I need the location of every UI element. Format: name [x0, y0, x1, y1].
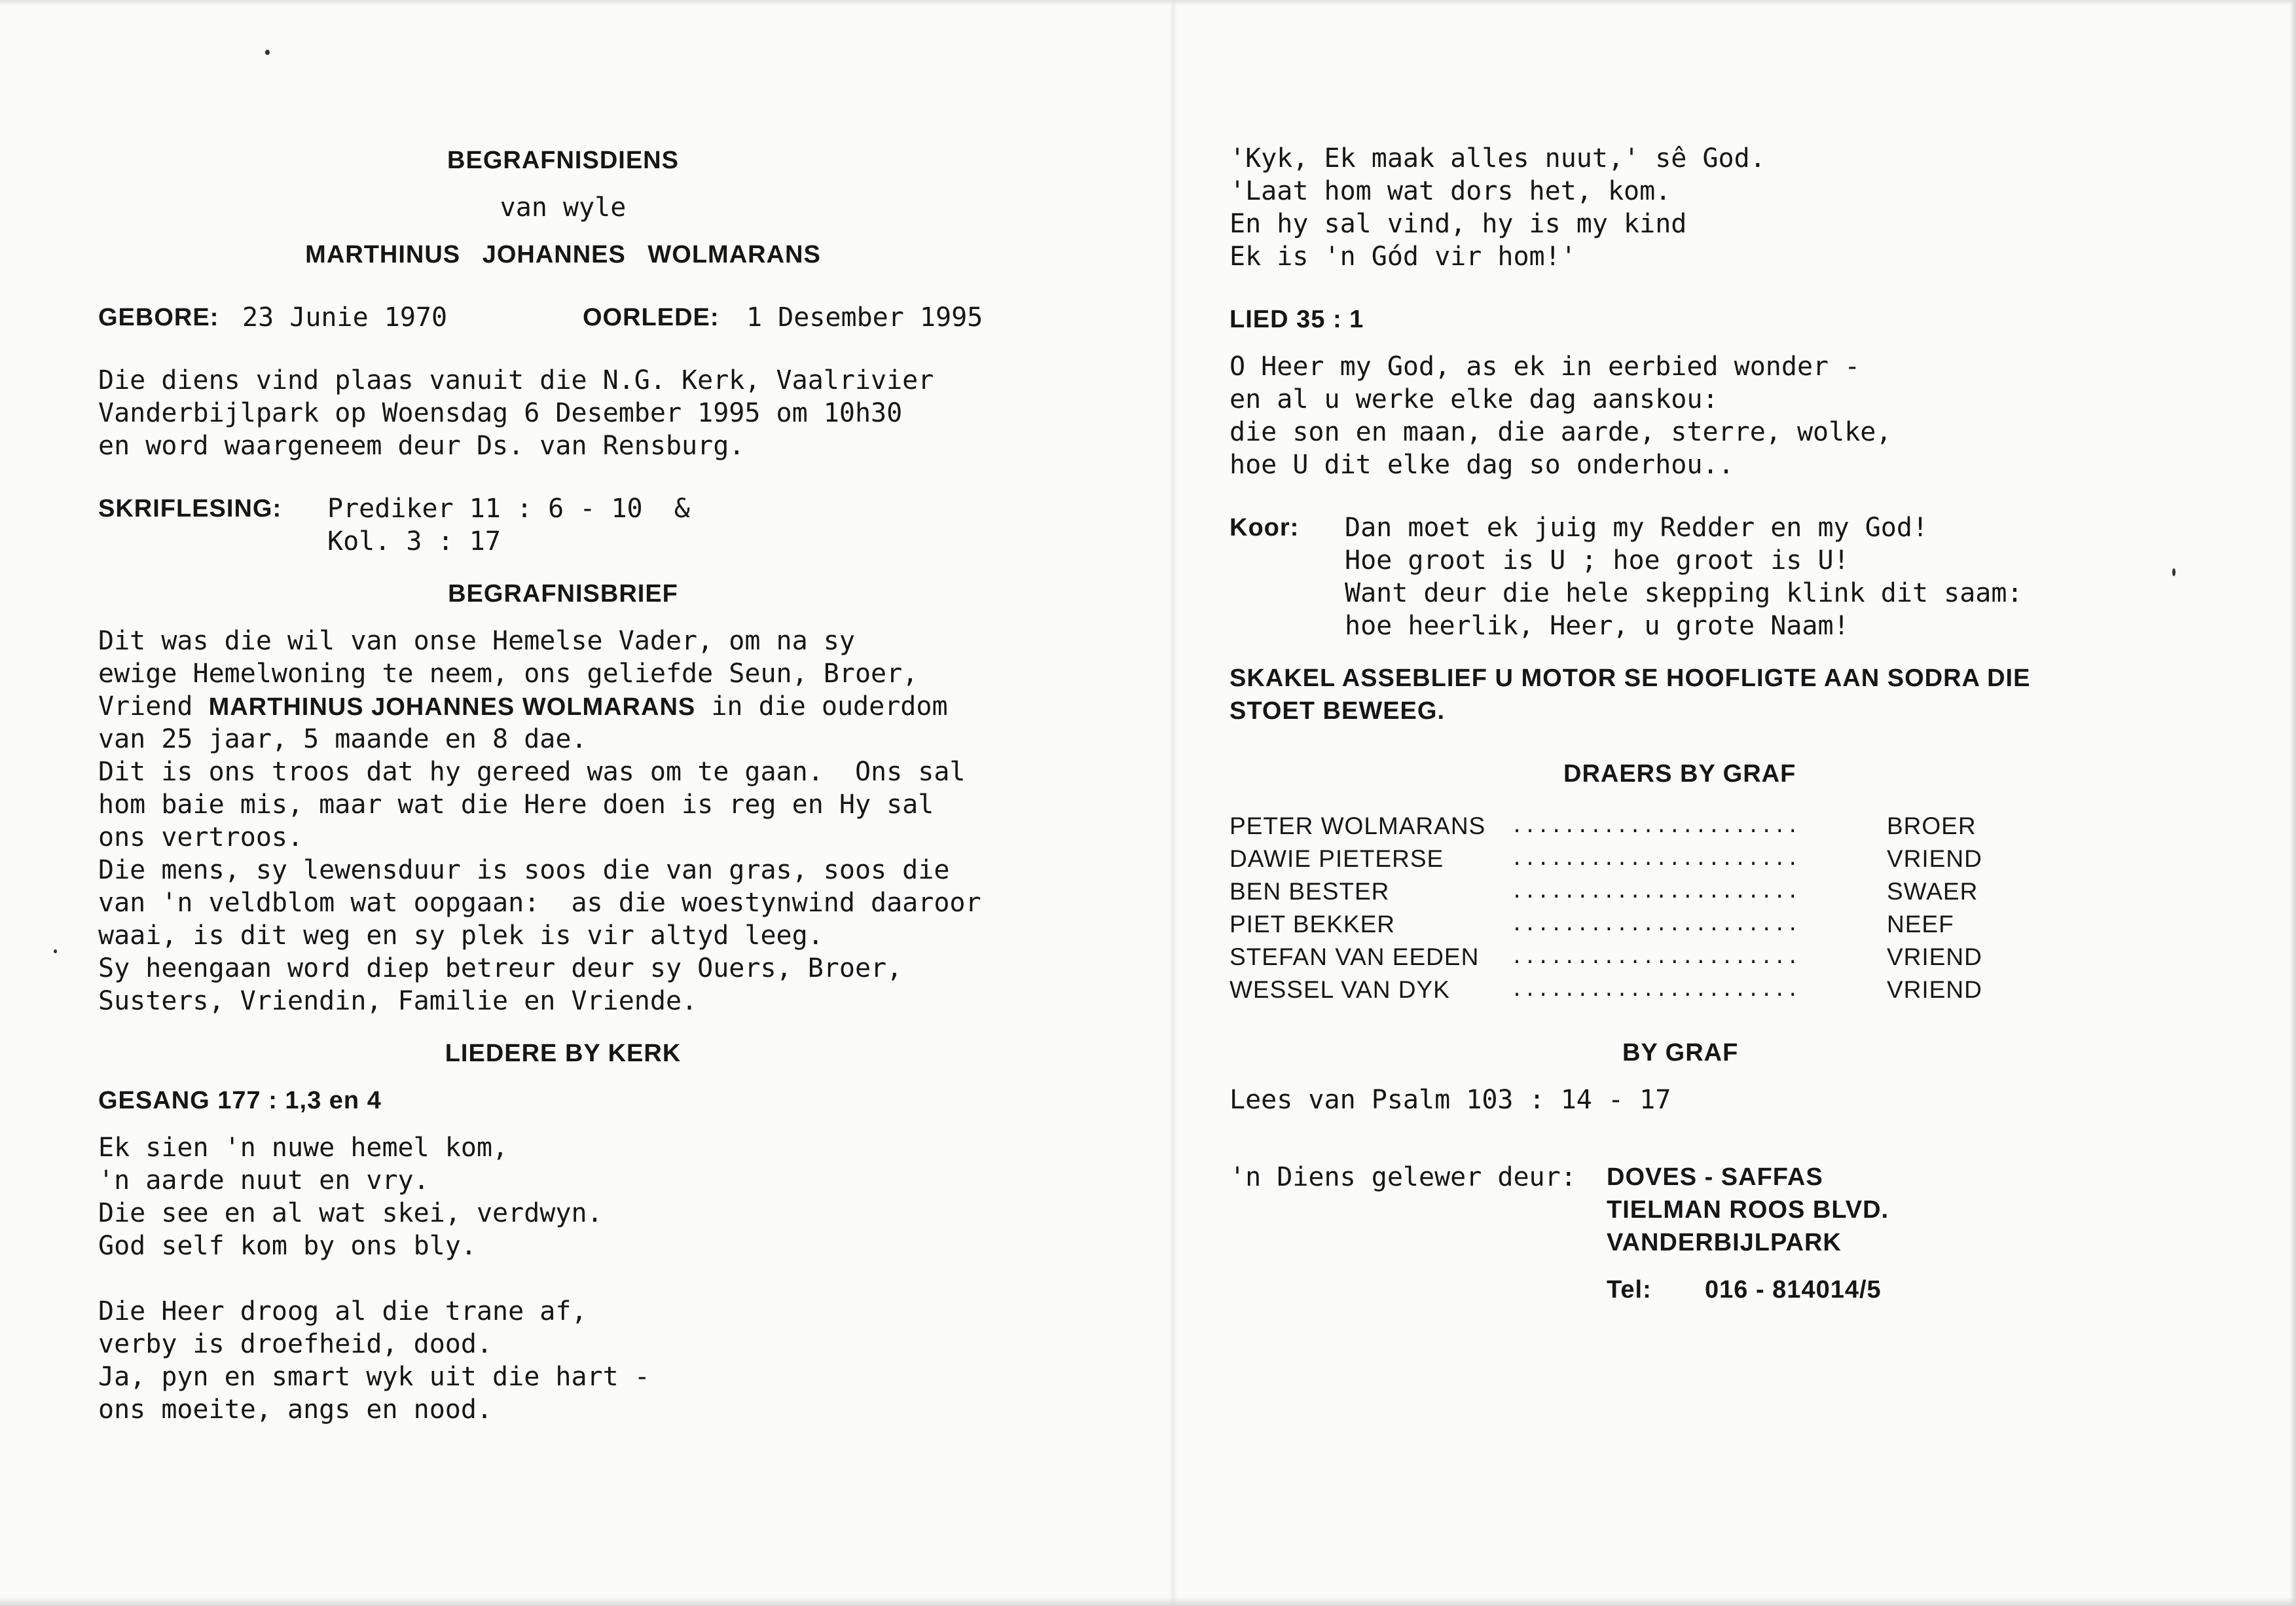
- hymn-line: Die see en al wat skei, verdwyn.: [98, 1198, 603, 1228]
- undertaker-line: TIELMAN ROOS BLVD.: [1607, 1196, 1889, 1224]
- hymn-line: 'n aarde nuut en vry.: [98, 1165, 429, 1195]
- bearer-name: PIET BEKKER: [1230, 911, 1395, 938]
- bearer-leader-dots: ......................: [1511, 847, 1800, 870]
- grave-heading: BY GRAF: [1622, 1039, 1739, 1067]
- hymn-line: verby is droefheid, dood.: [98, 1329, 493, 1359]
- undertaker-line: VANDERBIJLPARK: [1607, 1229, 1842, 1256]
- hymn-line: ons moeite, angs en nood.: [98, 1395, 493, 1425]
- paper-edge-bottom: [0, 1597, 2296, 1606]
- service-line: Die diens vind plaas vanuit die N.G. Kerk, Vaalrivier: [98, 365, 934, 395]
- undertaker-details: [1607, 1161, 1889, 1306]
- bearer-row: [1230, 843, 2198, 875]
- songs-heading: LIEDERE BY KERK: [445, 1040, 682, 1067]
- bearer-relation: VRIEND: [1887, 976, 1982, 1003]
- service-by-label: 'n Diens gelewer deur:: [1230, 1162, 1576, 1192]
- bearer-name: PETER WOLMARANS: [1230, 812, 1486, 839]
- paper-speck: [2172, 568, 2176, 576]
- bearer-name: DAWIE PIETERSE: [1230, 845, 1444, 872]
- letter-line: Susters, Vriendin, Familie en Vriende.: [98, 986, 698, 1016]
- letter-line-post: in die ouderdom: [695, 691, 948, 721]
- right-page: [1230, 0, 2198, 1306]
- bearer-row: [1230, 908, 2198, 941]
- dates-row: [98, 301, 1028, 334]
- telephone: [1607, 1273, 1889, 1306]
- bearers-list: [1230, 810, 2198, 1006]
- letter-line: waai, is dit weg en sy plek is vir altyd leeg.: [98, 921, 824, 951]
- bearer-name: WESSEL VAN DYK: [1230, 976, 1450, 1003]
- chorus-line: Want deur die hele skepping klink dit saam:: [1345, 578, 2023, 608]
- letter-line: Dit was die wil van onse Hemelse Vader, om na sy: [98, 626, 855, 656]
- chorus-indent: [1230, 544, 1345, 577]
- letter-line: hom baie mis, maar wat die Here doen is reg en Hy sal: [98, 790, 934, 820]
- hymn-verse-1: [98, 1131, 1028, 1262]
- chorus: [1230, 544, 2198, 577]
- verse-gap: [98, 1262, 1028, 1295]
- bearers-heading: DRAERS BY GRAF: [1563, 760, 1796, 788]
- left-page: [98, 0, 1028, 1426]
- undertaker-block: [1230, 1161, 2198, 1306]
- bearer-row: [1230, 941, 2198, 974]
- service-line: en word waargeneem deur Ds. van Rensburg.: [98, 431, 745, 461]
- bearer-relation: VRIEND: [1887, 845, 1982, 872]
- undertaker-line: DOVES - SAFFAS: [1607, 1163, 1823, 1191]
- hymn-line: 'Laat hom wat dors het, kom.: [1230, 176, 1671, 206]
- born-value: 23 Junie 1970: [242, 302, 448, 333]
- program-subtitle: van wyle: [500, 192, 627, 223]
- hymn-line: 'Kyk, Ek maak alles nuut,' sê God.: [1230, 143, 1766, 173]
- letter-line-pre: Vriend: [98, 691, 209, 721]
- scripture-reading-cont: [98, 525, 1028, 558]
- bearer-leader-dots: ......................: [1511, 945, 1800, 968]
- center-fold: [1169, 0, 1177, 1606]
- hymn-line: Ja, pyn en smart wyk uit die hart -: [98, 1362, 650, 1392]
- service-line: Vanderbijlpark op Woensdag 6 Desember 1995 om 10h30: [98, 398, 903, 428]
- letter-line: ewige Hemelwoning te neem, ons geliefde Seun, Broer,: [98, 659, 919, 689]
- program-title: BEGRAFNISDIENS: [447, 147, 679, 174]
- tel-label: Tel:: [1607, 1276, 1652, 1304]
- bearer-relation: BROER: [1887, 812, 1977, 839]
- born-label: GEBORE:: [98, 304, 219, 331]
- hymn-line: Die Heer droog al die trane af,: [98, 1296, 587, 1326]
- notice-line: SKAKEL ASSEBLIEF U MOTOR SE HOOFLIGTE AAN SODRA DIE: [1230, 665, 2031, 692]
- paper-speck: [54, 949, 57, 953]
- chorus-indent: [1230, 577, 1345, 610]
- bearer-name: STEFAN VAN EEDEN: [1230, 943, 1480, 970]
- reading-label: SKRIFLESING:: [98, 495, 282, 522]
- reading-line: Prediker 11 : 6 - 10 &: [327, 494, 690, 524]
- letter-line: [98, 690, 1028, 723]
- bearer-name: BEN BESTER: [1230, 878, 1390, 905]
- chorus-indent: [1230, 610, 1345, 642]
- deceased-name: MARTHINUS JOHANNES WOLMARANS: [305, 241, 821, 268]
- lied-line: die son en maan, die aarde, sterre, wolke,: [1230, 417, 1892, 447]
- lied-line: O Heer my God, as ek in eerbied wonder -: [1230, 352, 1861, 382]
- lied-verse: [1230, 350, 2198, 481]
- hymn-line: En hy sal vind, hy is my kind: [1230, 209, 1687, 239]
- letter-line: Die mens, sy lewensduur is soos die van gras, soos die: [98, 855, 950, 885]
- bearer-leader-dots: ......................: [1511, 814, 1800, 837]
- letter-heading: BEGRAFNISBRIEF: [448, 580, 678, 608]
- hymn-line: Ek sien 'n nuwe hemel kom,: [98, 1133, 509, 1163]
- funeral-letter: [98, 625, 1028, 1017]
- headlights-notice: [1230, 662, 2198, 727]
- bearer-leader-dots: ......................: [1511, 880, 1800, 903]
- hymn-label: GESANG 177 : 1,3 en 4: [98, 1087, 382, 1114]
- lied-line: en al u werke elke dag aanskou:: [1230, 384, 1719, 414]
- chorus: [1230, 610, 2198, 642]
- letter-deceased-name: MARTHINUS JOHANNES WOLMARANS: [208, 693, 696, 721]
- chorus-line: Hoe groot is U ; hoe groot is U!: [1345, 545, 1850, 575]
- bearer-row: [1230, 875, 2198, 908]
- reading-line: Kol. 3 : 17: [327, 526, 501, 557]
- died-value: 1 Desember 1995: [746, 302, 983, 333]
- lied-line: hoe U dit elke dag so onderhou..: [1230, 450, 1734, 480]
- bearer-relation: NEEF: [1887, 911, 1954, 938]
- bearer-row: [1230, 974, 2198, 1006]
- bearer-relation: SWAER: [1887, 878, 1978, 905]
- chorus-label: Koor:: [1230, 514, 1300, 541]
- scripture-reading: [98, 492, 1028, 525]
- notice-line: STOET BEWEEG.: [1230, 697, 1446, 725]
- bearer-leader-dots: ......................: [1511, 913, 1800, 936]
- letter-line: van 'n veldblom wat oopgaan: as die woestynwind daaroor: [98, 888, 981, 918]
- letter-line: ons vertroos.: [98, 822, 304, 852]
- hymn-line: God self kom by ons bly.: [98, 1231, 477, 1261]
- chorus: [1230, 577, 2198, 610]
- hymn-verse-2: [98, 1295, 1028, 1426]
- lied-label: LIED 35 : 1: [1230, 306, 1364, 333]
- chorus: [1230, 511, 2198, 544]
- reading-indent: [98, 525, 327, 558]
- tel-value: 016 - 814014/5: [1705, 1276, 1882, 1304]
- chorus-line: Dan moet ek juig my Redder en my God!: [1345, 513, 1929, 543]
- hymn-line: Ek is 'n Gód vir hom!': [1230, 242, 1576, 272]
- died-label: OORLEDE:: [583, 304, 720, 331]
- paper-speck: [265, 50, 270, 55]
- letter-line: van 25 jaar, 5 maande en 8 dae.: [98, 724, 587, 754]
- paper-edge-right: [2289, 0, 2296, 1606]
- letter-line: Dit is ons troos dat hy gereed was om te gaan. Ons sal: [98, 757, 966, 787]
- bearer-relation: VRIEND: [1887, 943, 1982, 970]
- letter-line: Sy heengaan word diep betreur deur sy Ouers, Broer,: [98, 953, 903, 983]
- bearer-row: [1230, 810, 2198, 843]
- chorus-line: hoe heerlik, Heer, u grote Naam!: [1345, 611, 1850, 641]
- psalm-line: Lees van Psalm 103 : 14 - 17: [1230, 1085, 1671, 1115]
- hymn-verse-3: [1230, 142, 2198, 273]
- service-details: [98, 364, 1028, 462]
- bearer-leader-dots: ......................: [1511, 978, 1800, 1001]
